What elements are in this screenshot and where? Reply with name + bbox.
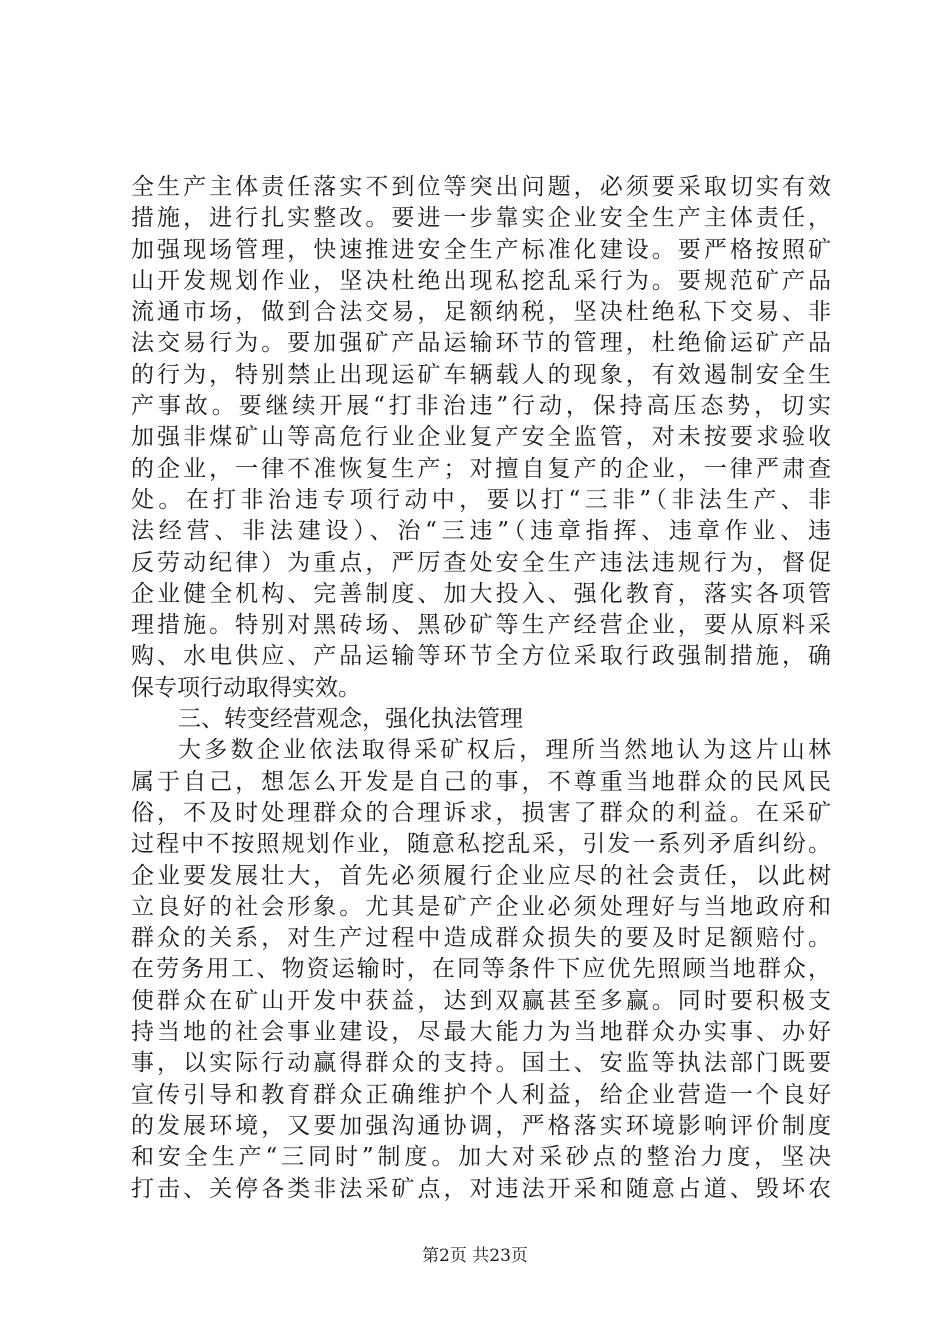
text-line: 打击、关停各类非法采矿点，对违法开采和随意占道、毁坏农 [131, 1175, 831, 1202]
text-line: 持当地的社会事业建设，尽最大能力为当地群众办实事、办好 [131, 1019, 831, 1046]
text-line: 购、水电供应、产品运输等环节全方位采取行政强制措施，确 [131, 643, 831, 670]
text-line: 和安全生产“三同时”制度。加大对采砂点的整治力度，坚决 [131, 1144, 831, 1171]
text-line: 群众的关系，对生产过程中造成群众损失的要及时足额赔付。 [131, 925, 831, 952]
text-line: 企业要发展壮大，首先必须履行企业应尽的社会责任，以此树 [131, 862, 831, 889]
text-line: 企业健全机构、完善制度、加大投入、强化教育，落实各项管 [131, 580, 831, 607]
text-line: 理措施。特别对黑砖场、黑砂矿等生产经营企业，要从原料采 [131, 612, 831, 639]
text-line: 全生产主体责任落实不到位等突出问题，必须要采取切实有效 [131, 174, 831, 200]
text-line: 在劳务用工、物资运输时，在同等条件下应优先照顾当地群众， [131, 956, 831, 983]
text-line: 反劳动纪律）为重点，严厉查处安全生产违法违规行为，督促 [131, 549, 831, 576]
text-line: 事，以实际行动赢得群众的支持。国土、安监等执法部门既要 [131, 1050, 831, 1077]
text-line: 俗，不及时处理群众的合理诉求，损害了群众的利益。在采矿 [131, 799, 831, 826]
text-line: 属于自己，想怎么开发是自己的事，不尊重当地群众的民风民 [131, 768, 831, 795]
text-line: 流通市场，做到合法交易，足额纳税，坚决杜绝私下交易、非 [131, 299, 831, 326]
text-line: 加强非煤矿山等高危行业企业复产安全监管，对未按要求验收 [131, 424, 831, 451]
text-line: 加强现场管理，快速推进安全生产标准化建设。要严格按照矿 [131, 236, 831, 263]
text-line: 立良好的社会形象。尤其是矿产企业必须处理好与当地政府和 [131, 893, 831, 920]
text-line: 保专项行动取得实效。 [131, 674, 361, 701]
text-line: 的发展环境，又要加强沟通协调，严格落实环境影响评价制度 [131, 1112, 831, 1139]
text-line: 使群众在矿山开发中获益，达到双赢甚至多赢。同时要积极支 [131, 987, 831, 1014]
text-line: 措施，进行扎实整改。要进一步靠实企业安全生产主体责任， [131, 205, 831, 232]
text-line: 大多数企业依法取得采矿权后，理所当然地认为这片山林 [178, 737, 831, 764]
body-text [131, 172, 831, 1205]
text-line: 山开发规划作业，坚决杜绝出现私挖乱采行为。要规范矿产品 [131, 267, 831, 294]
text-line: 产事故。要继续开展“打非治违”行动，保持高压态势，切实 [131, 393, 831, 420]
text-line: 处。在打非治违专项行动中，要以打“三非”（非法生产、非 [131, 486, 831, 513]
section-heading: 三、转变经营观念，强化执法管理 [178, 706, 523, 733]
text-line: 过程中不按照规划作业，随意私挖乱采，引发一系列矛盾纠纷。 [131, 831, 831, 858]
text-line: 的企业，一律不准恢复生产；对擅自复产的企业，一律严肃查 [131, 455, 831, 482]
text-line: 宣传引导和教育群众正确维护个人利益，给企业营造一个良好 [131, 1081, 831, 1108]
text-line: 法经营、非法建设）、治“三违”（违章指挥、违章作业、违 [131, 518, 831, 545]
text-line: 法交易行为。要加强矿产品运输环节的管理，杜绝偷运矿产品 [131, 330, 831, 357]
page-footer: 第2页 共23页 [422, 1246, 528, 1266]
text-line: 的行为，特别禁止出现运矿车辆载人的现象，有效遏制安全生 [131, 361, 831, 388]
